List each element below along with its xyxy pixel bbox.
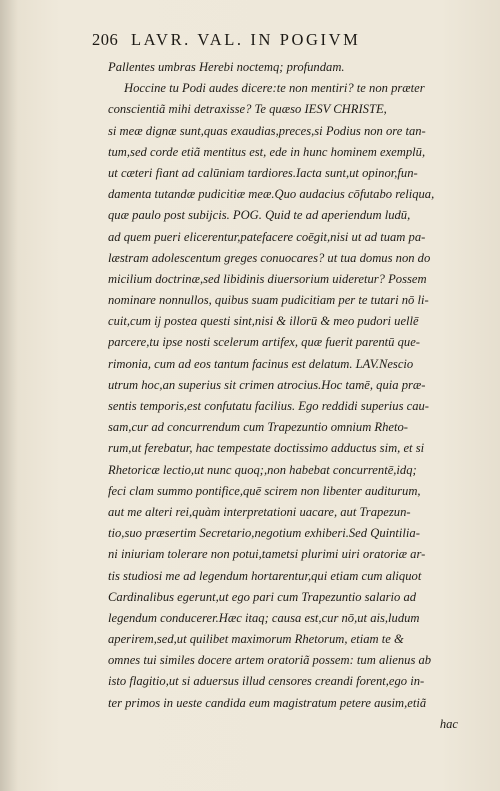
text-line: ni iniuriam tolerare non potui,tametsi plurimi uiri oratoriæ ar-	[108, 547, 426, 562]
text-line: damenta tutandæ pudicitiæ meæ.Quo audacius cōfutabo reliqua,	[108, 187, 435, 202]
text-line: cuit,cum ij postea questi sint,nisi & illorū & meo pudori uellē	[108, 314, 419, 329]
page-number: 206	[92, 30, 119, 49]
text-line: sam,cur ad concurrendum cum Trapezuntio omnium Rheto-	[108, 420, 409, 435]
text-line: Cardinalibus egerunt,ut ego pari cum Trapezuntio salario ad	[108, 589, 417, 604]
text-line: Hoccine tu Podi audes dicere:te non mentiri? te non præter	[124, 81, 425, 96]
text-line: rimonia, cum ad eos tantum facinus est delatum. LAV.Nescio	[108, 356, 414, 371]
text-line: si meæ dignæ sunt,quas exaudias,preces,si Podius non ore tan-	[108, 123, 426, 138]
text-line: conscientiã mihi detraxisse? Te quæso IESV CHRISTE,	[108, 102, 387, 117]
text-line: ad quem pueri elicerentur,patefacere coēgit,nisi ut ad tuam pa-	[108, 229, 426, 244]
running-title: LAVR. VAL. IN POGIVM	[130, 30, 361, 49]
text-line: parcere,tu ipse nosti scelerum artifex, quæ fuerit parentū que-	[108, 335, 420, 350]
text-line: quæ paulo post subijcis. POG. Quid te ad aperiendum ludū,	[108, 208, 411, 223]
text-line: sentis temporis,est confutatu facilius. Ego reddidi superius cau-	[108, 399, 429, 413]
text-line: ut cæteri fiant ad calūniam tardiores.Iacta sunt,ut opinor,fun-	[108, 165, 418, 180]
text-line: isto flagitio,ut si aduersus illud censores creandi forent,ego in-	[108, 674, 425, 689]
text-line: micilium doctrinæ,sed libidinis diuersorium uideretur? Possem	[108, 271, 427, 286]
text-line: Rhetoricæ lectio,ut nunc quoq;,non habebat concurrentē,idq;	[108, 462, 417, 477]
text-line: nominare nonnullos, quibus suam pudicitiam per te tutari nō li-	[108, 293, 429, 308]
text-line: aperirem,sed,ut quilibet maximorum Rhetorum, etiam te &	[108, 632, 404, 647]
text-line: ter primos in ueste candida eum magistratum petere ausim,etiã	[108, 695, 427, 710]
text-line: Pallentes umbras Herebi noctemq; profundam.	[108, 60, 345, 74]
text-line: tum,sed corde etiã mentitus est, ede in hunc hominem exemplū,	[108, 144, 426, 159]
text-line: tio,suo præsertim Secretario,negotium exhiberi.Sed Quintilia-	[108, 526, 420, 541]
catchword: hac	[439, 716, 458, 731]
text-block	[108, 57, 478, 735]
text-line: rum,ut ferebatur, hac tempestate doctissimo adductus sim, et si	[108, 441, 425, 456]
running-header	[92, 30, 472, 50]
text-line: læstram adolescentum greges conuocares? ut tua domus non do	[108, 250, 431, 265]
text-line: feci clam summo pontifice,quē scirem non libenter auditurum,	[108, 483, 421, 498]
text-line: utrum hoc,an superius sit crimen atrocius.Hoc tamē, quia præ-	[108, 377, 426, 392]
text-line: omnes tui similes docere artem oratoriã possem: tum alienus ab	[108, 653, 432, 668]
text-line: aut me alteri rei,quàm interpretationi uacare, aut Trapezun-	[108, 504, 411, 519]
text-line: legendum conducerer.Hæc itaq; causa est,cur nō,ut ais,ludum	[108, 610, 420, 625]
text-line: tis studiosi me ad legendum hortarentur,qui etiam cum aliquot	[108, 568, 422, 583]
